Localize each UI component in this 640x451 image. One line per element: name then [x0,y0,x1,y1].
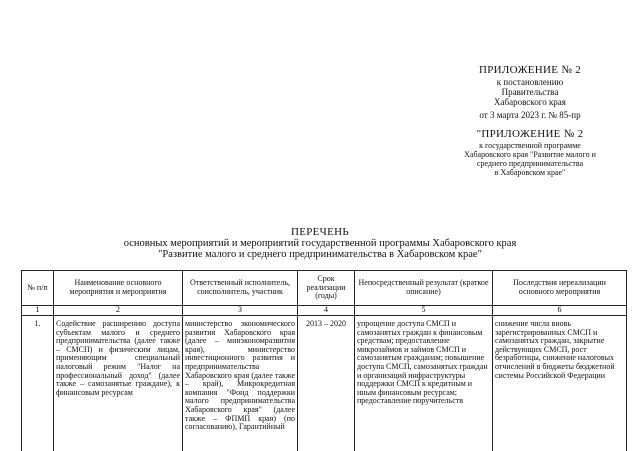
row-number: 1. [22,316,54,451]
column-header: Срок реализации (годы) [298,271,355,306]
column-number: 2 [54,306,183,316]
appendix-line: Хабаровского края [494,97,566,107]
appendix-line: Правительства [501,87,559,97]
appendix-line: к постановлению [496,77,564,87]
program-appendix-line: в Хабаровском крае" [494,168,566,177]
program-appendix-line: Хабаровского края "Развитие малого и [464,150,596,159]
appendix-date: от 3 марта 2023 г. № 85-пр [479,110,581,120]
measure-name: Содействие расширению доступа субъектам малого и среднего предпринимательства (далее также – СМСП) и физическим лицам, применяющим специальный налоговый режим "Налог на профессиональный доход" (далее также – самозанятые граждане), к финансовым ресурсам [54,316,183,451]
title-line: "Развитие малого и среднего предпринимательства в Хабаровском крае" [158,249,482,260]
column-header: Последствия нереализации основного мероприятия [493,271,627,306]
column-header: Ответственный исполнитель, соисполнитель, участник [183,271,298,306]
column-number-row [22,306,627,316]
column-header: № п/п [22,271,54,306]
program-appendix-line: к государственной программе [479,141,581,150]
measures-table [21,270,627,451]
title-line: основных мероприятий и мероприятий государственной программы Хабаровского края [123,238,517,249]
column-number: 6 [493,306,627,316]
program-appendix-line: среднего предпринимательства [476,159,584,168]
column-header: Наименование основного мероприятия и мероприятия [54,271,183,306]
program-appendix-title: "ПРИЛОЖЕНИЕ № 2 [476,128,584,140]
result-cell: упрощение доступа СМСП и самозанятых граждан к финансовым средствам; предоставление микрозаймов и займов СМСП и самозанятым гражданам; повышение доступа СМСП, самозанятых граждан и организаций инфраструктуры поддержки СМСП к кредитным и иным финансовым ресурсам; предоставление поручительств [355,316,493,451]
period-cell: 2013 – 2020 [298,316,355,451]
column-header: Непосредственный результат (краткое описание) [355,271,493,306]
column-number: 1 [22,306,54,316]
column-number: 4 [298,306,355,316]
table-row [22,316,627,451]
executor-cell: министерство экономического развития Хабаровского края (далее – минэкономразвития края), министерство инвестиционного развития и предпринимательства Хабаровского края (далее также – край), Микрокредитная компания "Фонд поддержки малого предпринимательства Хабаровского края" (далее также – ФПМП края) (по согласованию), Гарантийный [183,316,298,451]
appendix-block [430,64,630,121]
appendix-title: ПРИЛОЖЕНИЕ № 2 [478,64,581,76]
document-title [0,226,640,260]
table-header-row [22,271,627,306]
program-appendix-block [430,128,630,177]
column-number: 5 [355,306,493,316]
column-number: 3 [183,306,298,316]
consequence-cell: снижение числа вновь зарегистрированных СМСП и самозанятых граждан, закрытие действующих СМСП, рост безработицы, снижение налоговых отчислений в бюджеты бюджетной системы Российской Федерации [493,316,627,451]
title-heading: ПЕРЕЧЕНЬ [290,226,350,238]
